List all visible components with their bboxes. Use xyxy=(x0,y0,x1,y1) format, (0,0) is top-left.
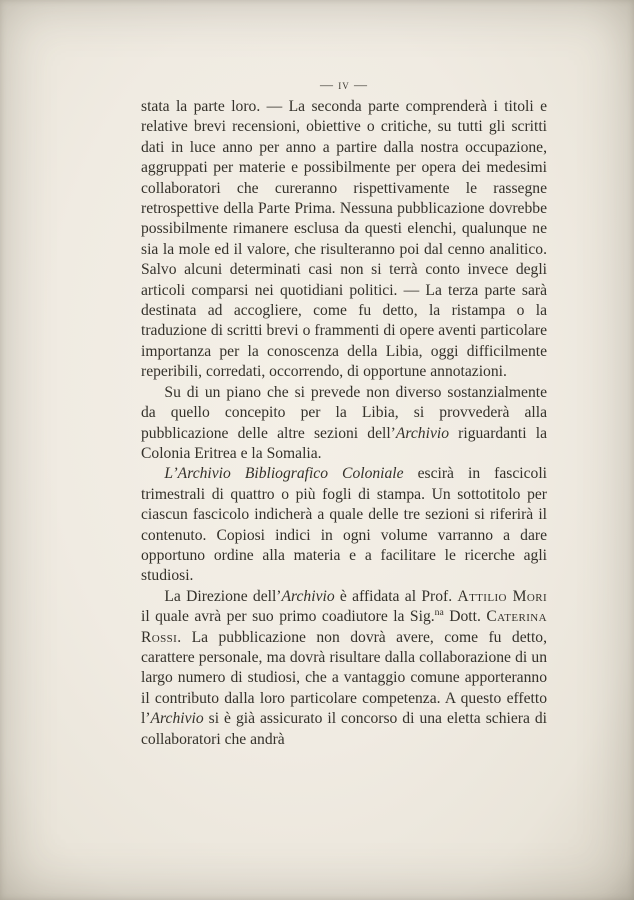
superscript-text: na xyxy=(434,606,444,618)
italic-text: Archivio xyxy=(395,424,449,442)
italic-text: Archivio xyxy=(281,587,335,605)
body-text: La Direzione dell’ xyxy=(164,587,282,605)
body-text: riguardanti la Colonia Eritrea e la Somalia. xyxy=(141,424,547,462)
paragraph xyxy=(141,383,547,465)
body-text: si è già assicurato il concorso di una eletta schiera di collaboratori che andrà xyxy=(141,710,547,748)
smallcaps-name: Attilio Mori xyxy=(457,587,548,605)
body-text: il quale avrà per suo primo coadiutore la Sig. xyxy=(141,608,435,626)
body-text: Su di un piano che si prevede non diverso sostanzialmente da quello concepito per la Libia, si provvederà alla pubblicazione delle altre sezioni dell’ xyxy=(141,383,547,442)
paragraph xyxy=(141,464,547,586)
page-number: — iv — xyxy=(320,77,368,92)
body-text: Dott. xyxy=(443,608,487,626)
paragraph xyxy=(141,587,547,750)
smallcaps-name: Caterina Rossi xyxy=(141,608,547,646)
body-text: stata la parte loro. — La seconda parte comprenderà i titoli e relative brevi recensioni, obiettive o critiche, su tutti gli scritti dati in luce anno per anno a partire dalla nostra occupazione, aggruppati per materie e possibilmente per opera dei medesimi collaboratori che cureranno rispettivamente le rassegne retrospettive della Parte Prima. Nessuna pubblicazione dovrebbe possibilmente rimanere esclusa da questi elenchi, qualunque ne sia la mole ed il valore, che risulteranno poi dal cenno analitico. Salvo alcuni determinati casi non si terrà conto invece degli articoli comparsi nei quotidiani politici. — La terza parte sarà destinata ad accogliere, come fu detto, la ristampa o la traduzione di scritti brevi o frammenti di opere aventi particolare importanza per la conoscenza della Libia, oggi difficilmente reperibili, corredati, occorrendo, di opportune annotazioni. xyxy=(141,98,547,381)
italic-text: L’Archivio Bibliografico Coloniale xyxy=(164,465,404,483)
page-body-text xyxy=(141,97,547,750)
body-text: escirà in fascicoli trimestrali di quattro o più fogli di stampa. Un sottotitolo per ciascun fascicolo indicherà a quale delle tre sezioni si riferirà il contenuto. Copiosi indici in ogni volume varranno a dare opportuno ordine alla materia e a facilitare le ricerche agli studiosi. xyxy=(141,465,547,585)
paragraph xyxy=(141,97,547,383)
body-text: . La pubblicazione non dovrà avere, come fu detto, carattere personale, ma dovrà risultare dalla collaborazione di un largo numero di studiosi, che a vantaggio comune apporteranno il contributo dalla loro particolare competenza. A questo effetto l’ xyxy=(141,628,547,728)
italic-text: Archivio xyxy=(150,710,204,728)
body-text: è affidata al Prof. xyxy=(334,587,458,605)
